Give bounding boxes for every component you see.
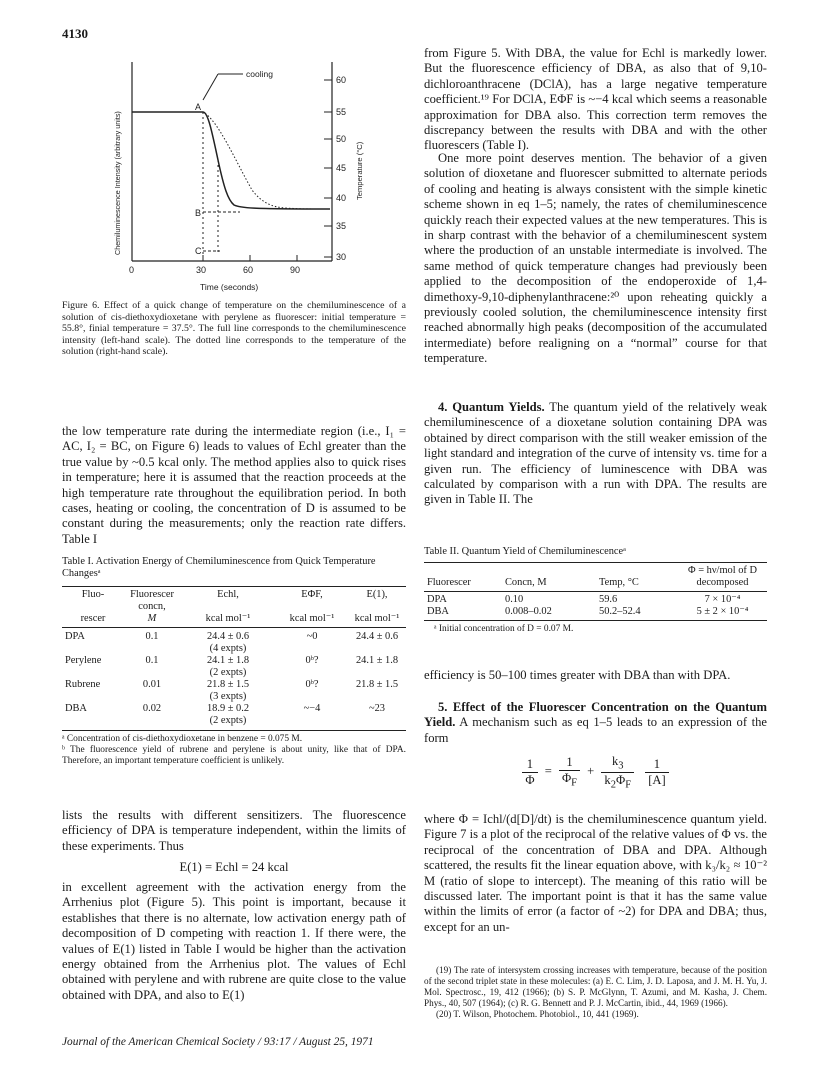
x-tick-60: 60 xyxy=(243,265,254,275)
left-paragraph-2: lists the results with different sensitizers. The fluorescence efficiency of DPA is temperature independent, within the limits of these experiments. Thus xyxy=(62,808,406,853)
reference-20: (20) T. Wilson, Photochem. Photobiol., 10, 441 (1969). xyxy=(436,1009,639,1019)
table-2-row: DBA 0.008–0.02 50.2–52.4 5 ± 2 × 10⁻⁴ xyxy=(427,606,749,617)
y-axis-label-left: Chemiluminescence Intensity (arbitrary units) xyxy=(113,111,122,255)
y-axis-label-right: Temperature (°C) xyxy=(355,141,364,200)
page-number: 4130 xyxy=(62,26,88,41)
left-equation: E(1) = Echl = 24 kcal xyxy=(179,860,289,874)
y-tick-35: 35 xyxy=(336,221,347,231)
references xyxy=(424,965,767,1020)
right-paragraph-3: 4. Quantum Yields. The quantum yield of the relatively weak chemiluminescence of a dioxetane solution containing DPA was obtained by direct comparison with the still weaker emission of the light standard and integration of the curve of intensity vs. time for a given run. The efficiency of luminescence with DBA was calculated by comparison with a run with DPA. The results are given in Table II. The xyxy=(424,400,767,507)
x-tick-30: 30 xyxy=(196,265,207,275)
table-1-row: DPA 0.1 24.4 ± 0.6 (4 expts) ~0 24.4 ± 0.6 xyxy=(65,631,399,654)
temperature-curve xyxy=(132,112,330,209)
table-1-title: Table I. Activation Energy of Chemiluminescence from Quick Temperature Changesᵃ xyxy=(62,556,376,579)
table-1-note-a: ᵃ Concentration of cis-diethoxydioxetane in benzene = 0.075 M. xyxy=(62,734,303,744)
table-1-note-b: ᵇ The fluorescence yield of rubrene and perylene is about unity, like that of DPA. Therefore, an important temperature coefficient is unlikely. xyxy=(62,745,406,766)
table-1-row: Perylene 0.1 24.1 ± 1.8 (2 expts) 0ᵇ? 24.1 ± 1.8 xyxy=(65,655,399,678)
right-paragraph-6: where Φ = Ichl/(d[D]/dt) is the chemiluminescence quantum yield. Figure 7 is a plot of the reciprocal of the relative values of Φ vs. the reciprocal of the concentration of DBA and DPA. Although scattered, the results fit the linear equation above, with k₃/k₂ ≈ 10⁻² M (ratio of slope to intercept). The meaning of this ratio will be discussed later. The important point is that it has the same value within the limits of error (a factor of ~2) for DPA and DBA; thus, except for an un- xyxy=(424,812,767,934)
table-1-row: DBA 0.02 18.9 ± 0.2 (2 expts) ~−4 ~23 xyxy=(65,703,385,726)
left-paragraph-1: the low temperature rate during the intermediate region (i.e., I₁ = AC, I₂ = BC, on Figure 6) leads to values of Echl greater than the true value by ~0.5 kcal only. The method applies also to quick rises in temperature; here it is assumed that the reaction proceeds at the high temperature rate throughout the equilibration period. In both cases, heating or cooling, the concentration of D is assumed to be constant during the measurements; only the reaction rate differs. Table I xyxy=(62,424,406,546)
right-paragraph-5: 5. Effect of the Fluorescer Concentration on the Quantum Yield. A mechanism such as eq 1–5 leads to an expression of the form xyxy=(424,700,767,745)
figure-6-plot xyxy=(100,50,400,300)
cooling-annotation: cooling xyxy=(246,69,273,79)
point-c-label: C xyxy=(195,246,202,256)
table-1: Fluo- Fluorescer concn, Echl, EΦF, E(1), rescer M kcal mol⁻¹ kcal mol⁻¹ kcal mol⁻¹ DPA 0.1 24.4 ± 0.6 (4 expts) ~0 24.4 ± 0.6 Perylene 0.1 24.1 ± 1.8 (2 expts) 0ᵇ? 24.1 ± 1.8 Rubrene 0.01 21.8 ± 1.5 (3 expts) 0ᵇ? 21.8 ± 1.5 DBA 0.02 18.9 ± 0.2 (2 expts) ~−4 ~23 ᵃ Concentration of cis-diethoxydioxetane in benzene = 0.075 M. ᵇ The fluorescence yield of rubrene and perylene is about unity, like that of DPA. Therefore, an important temperature coefficient is unlikely. xyxy=(62,586,406,767)
right-equation: $\frac{1}{\Phi}$ = $\frac{1}{\Phi_F}$ + $\frac{k_3}{k_2\Phi_F}$ $\frac{1}{[A]}$ xyxy=(424,754,767,790)
figure-6 xyxy=(100,50,400,300)
table-2: Fluorescer Concn, M Temp, °C Φ = hν/mol of D decomposed DPA 0.10 59.6 7 × 10⁻⁴ DBA 0.008–0.02 50.2–52.4 5 ± 2 × 10⁻⁴ ᵃ Initial concentration of D = 0.07 M. xyxy=(424,562,767,635)
figure-6-caption: Figure 6. Effect of a quick change of temperature on the chemiluminescence of a solution of cis-diethoxydioxetane with perylene as fluorescer: initial temperature = 55.8°, finial temperature = 37.5°. The full line corresponds to the chemiluminescence intensity (left-hand scale). The dotted line corresponds to the temperature of the solution (right-hand scale). xyxy=(62,300,406,358)
y-tick-40: 40 xyxy=(336,193,347,203)
table-2-row: DPA 0.10 59.6 7 × 10⁻⁴ xyxy=(427,594,741,605)
x-axis-label: Time (seconds) xyxy=(200,282,259,292)
right-paragraph-1: from Figure 5. With DBA, the value for Echl is markedly lower. But the fluorescence efficiency of DBA, as also that of 9,10-dichloroanthracene (DClA), has a large negative temperature coefficient.¹⁹ For DClA, EΦF is ~−4 kcal which seems a reasonable approximation for DBA also. This correction term removes the discrepancy between the results with DBA and with the other fluorescers (Table I). xyxy=(424,46,767,153)
x-tick-90: 90 xyxy=(290,265,301,275)
left-paragraph-3: in excellent agreement with the activation energy from the Arrhenius plot (Figure 5). This point is important, because it establishes that there is no alternate, low activation energy path of decomposition of D competing with reaction 1. If there were, the values of E(1) listed in Table I would be higher than the activation energy obtained from the Arrhenius plot. The values of Echl obtained with perylene and with rubrene are quite close to the value obtained with DPA, and also to E(1) xyxy=(62,880,406,1002)
table-1-row: Rubrene 0.01 21.8 ± 1.5 (3 expts) 0ᵇ? 21.8 ± 1.5 xyxy=(65,679,399,702)
table-2-title: Table II. Quantum Yield of Chemiluminescenceᵃ xyxy=(424,546,626,557)
y-tick-55: 55 xyxy=(336,107,347,117)
journal-footer: Journal of the American Chemical Society / 93:17 / August 25, 1971 xyxy=(62,1036,374,1048)
y-tick-60: 60 xyxy=(336,75,347,85)
point-a-label: A xyxy=(195,102,202,112)
y-tick-30: 30 xyxy=(336,252,347,262)
table-2-note: ᵃ Initial concentration of D = 0.07 M. xyxy=(434,624,574,634)
y-tick-45: 45 xyxy=(336,163,347,173)
x-tick-0: 0 xyxy=(129,265,135,275)
right-paragraph-2: One more point deserves mention. The behavior of a given solution of dioxetane and fluorescer submitted to alternate periods of cooling and heating is always consistent with the simple kinetic scheme shown in eq 1–5; namely, the rates of chemiluminescence quickly reach their expected values at the new temperatures. This is in sharp contrast with the behavior of a chemiluminescent system where the production of an unstable intermediate is involved. The same method of quick temperature changes had previously been applied to the decomposition of the endoperoxide of 1,4-dimethoxy-9,10-diphenylanthracene:²⁰ upon reheating quickly a previously cooled solution, the chemiluminescence intensity first reached abnormally high peaks (decomposition of the accumulated intermediate) before realigning on a “normal” course for that temperature. xyxy=(424,151,767,366)
right-paragraph-4: efficiency is 50–100 times greater with DBA than with DPA. xyxy=(424,668,731,682)
point-b-label: B xyxy=(195,208,202,218)
reference-19: (19) The rate of intersystem crossing increases with temperature, because of the position of the second triplet state in these molecules: (a) E. C. Lim, J. D. Laposa, and J. M. H. Yu, J. Mol. Spectrosc., 19, 412 (1966); (b) S. P. McGlynn, T. Azumi, and M. Kasha, J. Chem. Phys., 40, 507 (1964); (c) R. G. Bennett and P. J. McCartin, ibid., 44, 1969 (1966). xyxy=(424,965,767,1008)
y-tick-50: 50 xyxy=(336,134,347,144)
intensity-curve xyxy=(132,112,330,209)
